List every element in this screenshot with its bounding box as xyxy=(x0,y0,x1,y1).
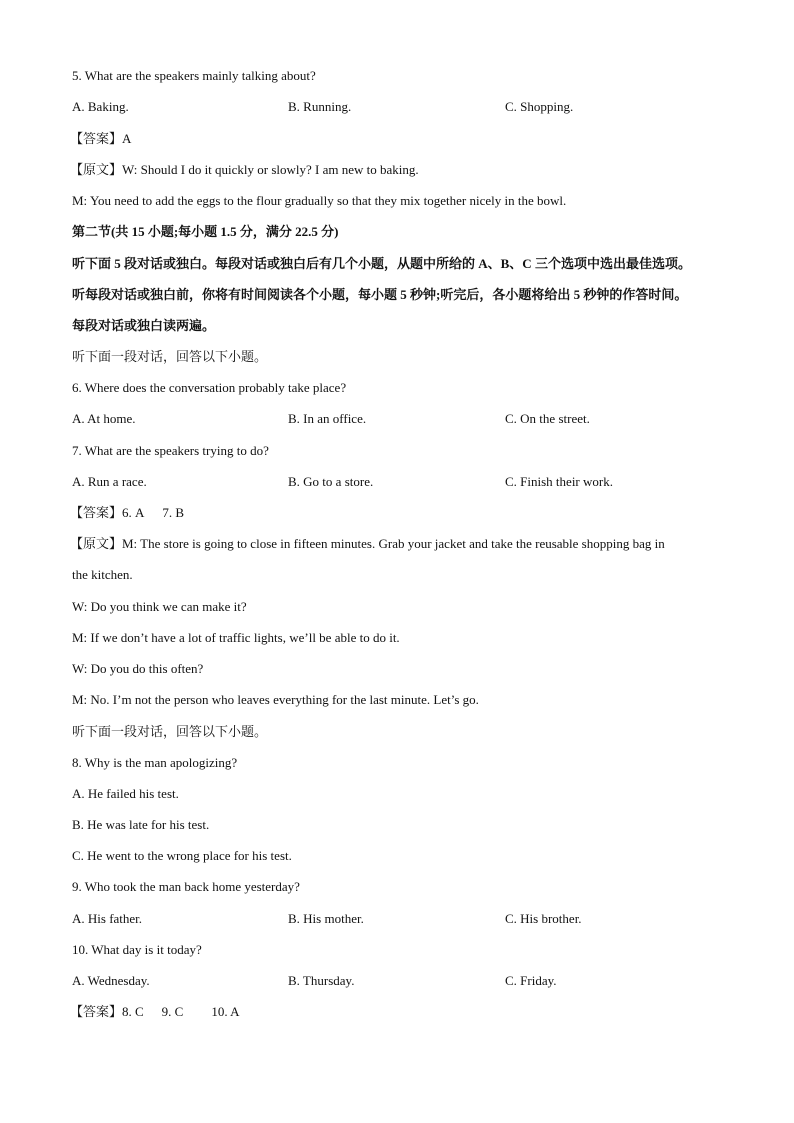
transcript-line-5: W: Do you do this often? xyxy=(72,661,204,676)
question-8-option-c: C. He went to the wrong place for his test. xyxy=(72,848,292,863)
answer-7: 7. B xyxy=(162,505,185,520)
option-a: A. Baking. xyxy=(72,99,129,114)
option-c: C. Finish their work. xyxy=(505,474,613,489)
question-8: 8. Why is the man apologizing? xyxy=(72,755,238,770)
option-a: A. His father. xyxy=(72,911,143,926)
transcript-line-3: W: Do you think we can make it? xyxy=(72,599,247,614)
question-6-options xyxy=(0,411,794,427)
question-7: 7. What are the speakers trying to do? xyxy=(72,443,269,458)
section-instruction-3: 每段对话或独白读两遍。 xyxy=(72,318,216,333)
question-10-options xyxy=(0,973,794,989)
answer-5: 【答案】A xyxy=(70,131,132,146)
option-b: B. Go to a store. xyxy=(288,474,374,489)
question-9: 9. Who took the man back home yesterday? xyxy=(72,879,300,894)
group-1-intro: 听下面一段对话，回答以下小题。 xyxy=(72,349,268,364)
option-c: C. On the street. xyxy=(505,411,590,426)
transcript-5-line-1: 【原文】W: Should I do it quickly or slowly? I am new to baking. xyxy=(70,162,419,177)
answer-label: 【答案】6. A xyxy=(70,505,145,520)
option-a: A. Run a race. xyxy=(72,474,147,489)
option-c: C. Shopping. xyxy=(505,99,574,114)
answer-label: 【答案】8. C xyxy=(70,1004,144,1019)
option-b: B. Thursday. xyxy=(288,973,355,988)
question-5: 5. What are the speakers mainly talking about? xyxy=(72,68,316,83)
option-c: C. Friday. xyxy=(505,973,557,988)
transcript-line-1: 【原文】M: The store is going to close in fifteen minutes. Grab your jacket and take the reusable shopping bag in xyxy=(70,536,665,551)
answer-10: 10. A xyxy=(211,1004,240,1019)
question-5-options xyxy=(0,99,794,115)
option-b: B. Running. xyxy=(288,99,352,114)
question-9-options xyxy=(0,911,794,927)
section-instruction-1: 听下面 5 段对话或独白。每段对话或独白后有几个小题，从题中所给的 A、B、C 三个选项中选出最佳选项。 xyxy=(72,256,691,271)
question-10: 10. What day is it today? xyxy=(72,942,202,957)
section-title: 第二节(共 15 小题;每小题 1.5 分，满分 22.5 分) xyxy=(72,224,339,239)
transcript-5-line-2: M: You need to add the eggs to the flour gradually so that they mix together nicely in the bowl. xyxy=(72,193,567,208)
option-a: A. Wednesday. xyxy=(72,973,150,988)
transcript-line-2: the kitchen. xyxy=(72,567,133,582)
group-2-intro: 听下面一段对话，回答以下小题。 xyxy=(72,724,268,739)
answer-6-7 xyxy=(70,505,184,521)
answer-9: 9. C xyxy=(161,1004,184,1019)
section-instruction-2: 听每段对话或独白前，你将有时间阅读各个小题，每小题 5 秒钟;听完后，各小题将给出 5 秒钟的作答时间。 xyxy=(72,287,688,302)
transcript-line-6: M: No. I’m not the person who leaves everything for the last minute. Let’s go. xyxy=(72,692,479,707)
option-b: B. In an office. xyxy=(288,411,367,426)
question-6: 6. Where does the conversation probably take place? xyxy=(72,380,347,395)
option-b: B. His mother. xyxy=(288,911,364,926)
answer-8-10 xyxy=(70,1004,240,1020)
question-8-option-a: A. He failed his test. xyxy=(72,786,179,801)
question-8-option-b: B. He was late for his test. xyxy=(72,817,210,832)
option-a: A. At home. xyxy=(72,411,136,426)
option-c: C. His brother. xyxy=(505,911,582,926)
question-7-options xyxy=(0,474,794,490)
transcript-line-4: M: If we don’t have a lot of traffic lights, we’ll be able to do it. xyxy=(72,630,400,645)
